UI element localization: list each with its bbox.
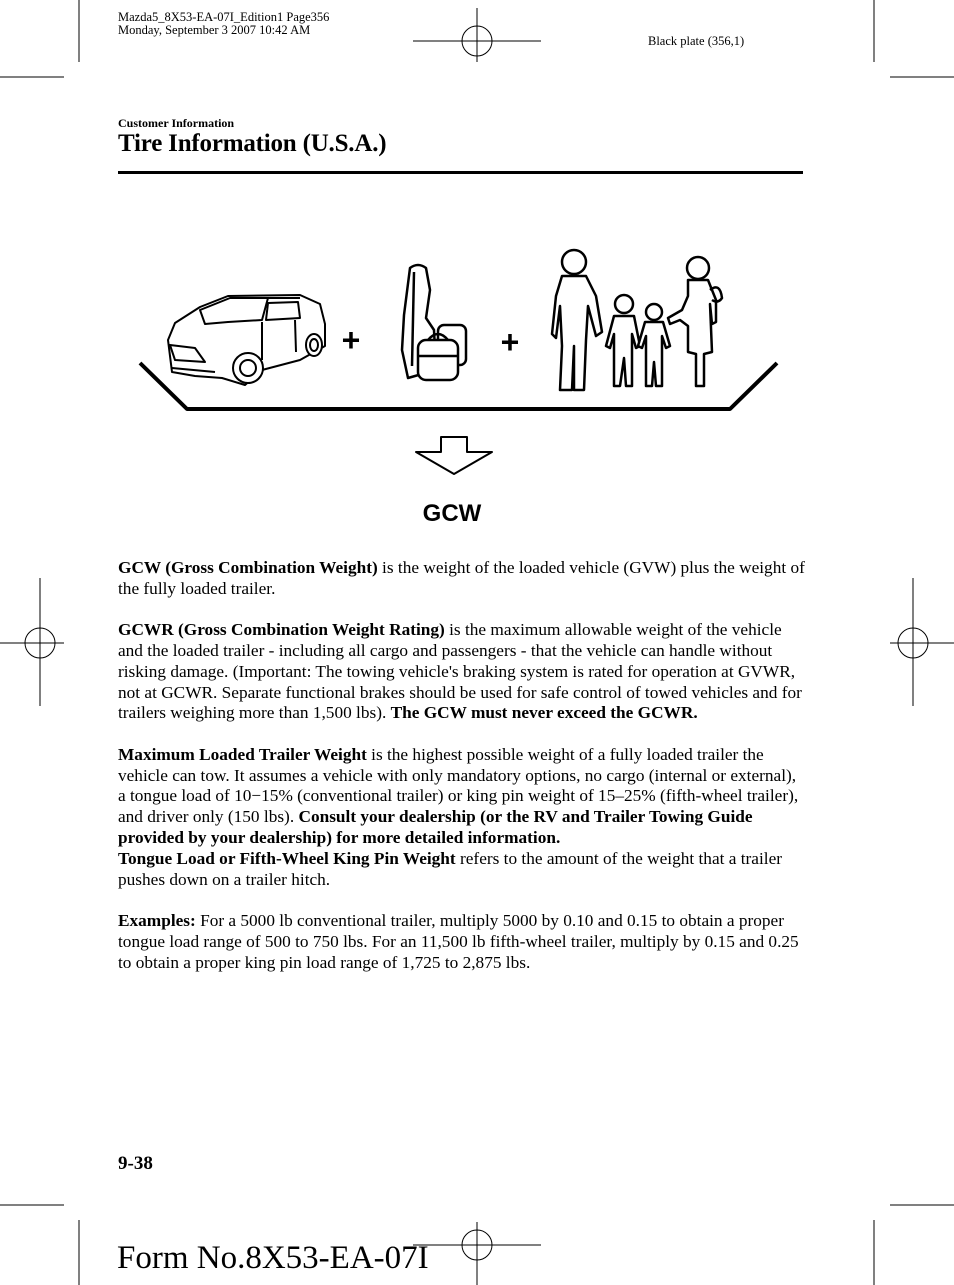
- paragraph-gcwr: [118, 620, 806, 724]
- term-tongue-load: Tongue Load or Fifth-Wheel King Pin Weight: [118, 848, 456, 868]
- text-tongue-load: refers to the amount of the weight that a trailer pushes down on a trailer hitch.: [118, 848, 782, 889]
- term-max-trailer-weight: Maximum Loaded Trailer Weight: [118, 744, 367, 764]
- paragraph-examples: [118, 911, 806, 973]
- text-gcw: is the weight of the loaded vehicle (GVW) plus the weight of the fully loaded trailer.: [118, 558, 805, 598]
- title-rule: [118, 171, 803, 174]
- body-text: [118, 558, 806, 994]
- text-examples: For a 5000 lb conventional trailer, multiply 5000 by 0.10 and 0.15 to obtain a proper tongue load range of 500 to 750 lbs. For an 11,500 lb fifth-wheel trailer, multiply by 0.15 and 0.25 to obtain a proper king pin load range of 1,725 to 2,875 lbs.: [118, 910, 799, 972]
- slug-file-name: Mazda5_8X53-EA-07I_Edition1 Page356: [118, 10, 330, 24]
- term-gcwr: GCWR (Gross Combination Weight Rating): [118, 620, 445, 640]
- page-number: 9-38: [118, 1153, 153, 1174]
- gcw-illustration: [118, 235, 803, 535]
- section-label: Customer Information: [118, 116, 235, 130]
- plus-sign-2: +: [500, 324, 520, 360]
- family-icon: [552, 250, 722, 390]
- slug-timestamp: Monday, September 3 2007 10:42 AM: [118, 23, 311, 37]
- warning-gcwr: The GCW must never exceed the GCWR.: [390, 703, 698, 723]
- page-title: Tire Information (U.S.A.): [118, 130, 387, 157]
- paragraph-gcw: [118, 558, 806, 600]
- term-gcw: GCW (Gross Combination Weight): [118, 558, 378, 577]
- slug-plate: Black plate (356,1): [648, 34, 745, 48]
- plus-sign-1: +: [341, 322, 361, 358]
- minivan-icon: [168, 295, 325, 385]
- text-max-trailer-weight: is the highest possible weight of a fully loaded trailer the vehicle can tow. It assumes a vehicle with only mandatory options, no cargo (internal or external), a tongue load of 10−15% (conventional trailer) or king pin weight of 15–25% (fifth-wheel trailer), and driver only (150 lbs).: [118, 744, 799, 827]
- term-examples: Examples:: [118, 910, 196, 930]
- down-arrow-icon: [416, 437, 492, 474]
- luggage-icon: [402, 265, 466, 380]
- text-gcwr: is the maximum allowable weight of the vehicle and the loaded trailer - including all cargo and passengers - that the vehicle can handle without risking damage. (Important: The towing vehicle's braking system is rated for operation at GVWR, not at GCWR. Separate functional brakes should be used for safe control of towed vehicles and for trailers weighing more than 1,500 lbs).: [118, 620, 802, 723]
- gcw-label: GCW: [422, 500, 482, 527]
- form-number: Form No.8X53-EA-07I: [117, 1240, 429, 1276]
- paragraph-max-trailer-weight: [118, 745, 806, 891]
- consult-dealership-note: Consult your dealership (or the RV and Trailer Towing Guide provided by your dealership) for more detailed information.: [118, 807, 753, 847]
